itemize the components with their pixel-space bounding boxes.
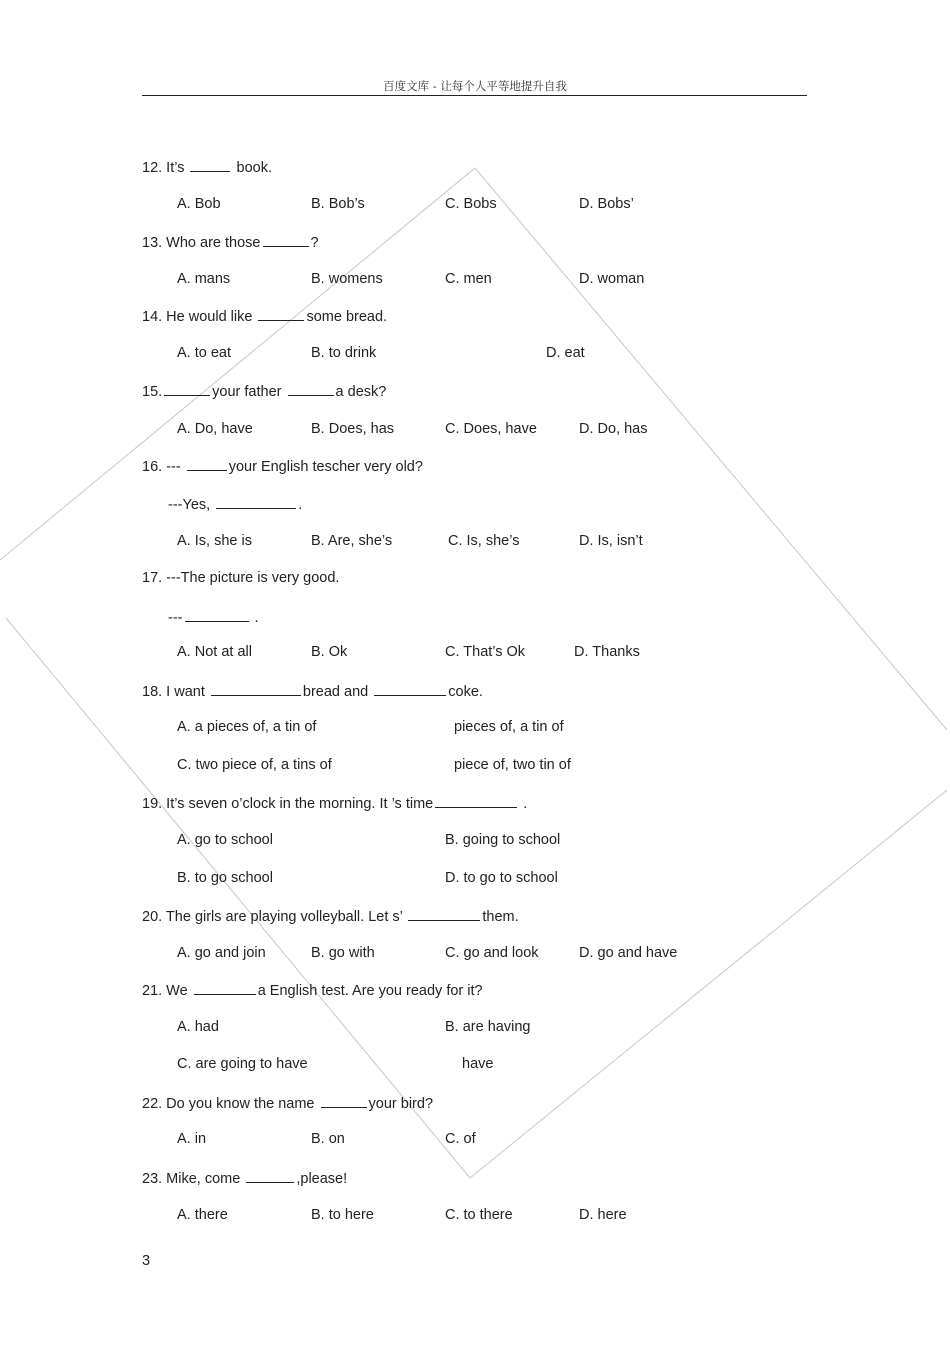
option-21-b: B. are having	[445, 1019, 531, 1035]
question-19: 19. It’s seven o’clock in the morning. It ’s time .	[142, 793, 527, 813]
option-18-c: C. two piece of, a tins of	[177, 757, 332, 773]
question-23-stem: 23. Mike, come	[142, 1171, 241, 1187]
answer-blank	[185, 607, 249, 622]
question-18: 18. I want bread and coke.	[142, 681, 483, 701]
question-22-stem: 22. Do you know the name	[142, 1096, 315, 1112]
question-14: 14. He would like some bread.	[142, 306, 387, 326]
option-13-c: C. men	[445, 271, 492, 287]
question-17: 17. ---The picture is very good.	[142, 570, 340, 586]
option-21-a: A. had	[177, 1019, 219, 1035]
answer-blank	[263, 232, 309, 247]
option-17-c: C. That’s Ok	[445, 644, 526, 660]
option-14-b: B. to drink	[311, 345, 377, 361]
option-12-a: A. Bob	[177, 196, 221, 212]
option-14-d: D. eat	[546, 345, 585, 361]
answer-blank	[194, 980, 256, 995]
question-12: 12. It’s book.	[142, 157, 272, 177]
page-number: 3	[142, 1253, 151, 1269]
option-17-d: D. Thanks	[574, 644, 640, 660]
option-20-c: C. go and look	[445, 945, 539, 961]
question-22: 22. Do you know the name your bird?	[142, 1093, 433, 1113]
answer-blank	[374, 681, 446, 696]
question-16: 16. --- your English tescher very old?	[142, 456, 423, 476]
option-23-d: D. here	[579, 1207, 627, 1223]
question-16-reply: ---Yes, .	[168, 494, 302, 514]
option-16-a: A. Is, she is	[177, 533, 252, 549]
option-13-d: D. woman	[579, 271, 645, 287]
option-20-b: B. go with	[311, 945, 375, 961]
option-18-b: pieces of, a tin of	[454, 719, 564, 735]
option-20-d: D. go and have	[579, 945, 678, 961]
option-12-d: D. Bobs’	[579, 196, 634, 212]
question-20: 20. The girls are playing volleyball. Let s’ them.	[142, 906, 519, 926]
option-21-c: C. are going to have	[177, 1056, 308, 1072]
option-15-d: D. Do, has	[579, 421, 648, 437]
option-19-b: B. going to school	[445, 832, 561, 848]
option-12-c: C. Bobs	[445, 196, 497, 212]
option-23-b: B. to here	[311, 1207, 374, 1223]
answer-blank	[258, 306, 304, 321]
option-20-a: A. go and join	[177, 945, 266, 961]
option-18-a: A. a pieces of, a tin of	[177, 719, 317, 735]
question-21-stem: 21. We	[142, 983, 188, 999]
option-13-a: A. mans	[177, 271, 231, 287]
question-13-stem: 13. Who are those	[142, 235, 261, 251]
question-15: 15. your father a desk?	[142, 381, 386, 401]
option-16-b: B. Are, she’s	[311, 533, 393, 549]
question-15-stem: 15.	[142, 384, 163, 400]
option-22-c: C. of	[445, 1131, 476, 1147]
answer-blank	[216, 494, 296, 509]
option-19-c: B. to go school	[177, 870, 273, 886]
option-23-a: A. there	[177, 1207, 228, 1223]
question-23: 23. Mike, come ,please!	[142, 1168, 347, 1188]
header-divider	[142, 95, 807, 96]
answer-blank	[211, 681, 301, 696]
answer-blank	[190, 157, 230, 172]
option-12-b: B. Bob’s	[311, 196, 365, 212]
option-13-b: B. womens	[311, 271, 383, 287]
option-19-a: A. go to school	[177, 832, 273, 848]
option-16-c: C. Is, she’s	[448, 533, 520, 549]
answer-blank	[288, 381, 334, 396]
question-17-reply: --- .	[168, 607, 259, 627]
answer-blank	[408, 906, 480, 921]
option-18-d: piece of, two tin of	[454, 757, 571, 773]
question-19-stem: 19. It’s seven o’clock in the morning. It ’s time	[142, 796, 434, 812]
option-17-b: B. Ok	[311, 644, 348, 660]
question-20-stem: 20. The girls are playing volleyball. Let s’	[142, 909, 403, 925]
option-17-a: A. Not at all	[177, 644, 252, 660]
answer-blank	[321, 1093, 367, 1108]
question-14-stem: 14. He would like	[142, 309, 253, 325]
answer-blank	[164, 381, 210, 396]
option-22-b: B. on	[311, 1131, 345, 1147]
question-21: 21. We a English test. Are you ready for it?	[142, 980, 483, 1000]
option-16-d: D. Is, isn’t	[579, 533, 643, 549]
option-14-a: A. to eat	[177, 345, 232, 361]
option-22-a: A. in	[177, 1131, 207, 1147]
option-21-d: have	[462, 1056, 494, 1072]
option-15-b: B. Does, has	[311, 421, 395, 437]
question-13: 13. Who are those ?	[142, 232, 319, 252]
question-16-stem: 16. ---	[142, 459, 181, 475]
question-18-stem: 18. I want	[142, 684, 205, 700]
question-12-stem: 12. It’s	[142, 160, 185, 176]
answer-blank	[246, 1168, 294, 1183]
option-23-c: C. to there	[445, 1207, 513, 1223]
option-15-c: C. Does, have	[445, 421, 537, 437]
option-15-a: A. Do, have	[177, 421, 253, 437]
option-19-d: D. to go to school	[445, 870, 558, 886]
answer-blank	[435, 793, 517, 808]
page-header: 百度文库 - 让每个人平等地提升自我	[383, 79, 567, 93]
answer-blank	[187, 456, 227, 471]
